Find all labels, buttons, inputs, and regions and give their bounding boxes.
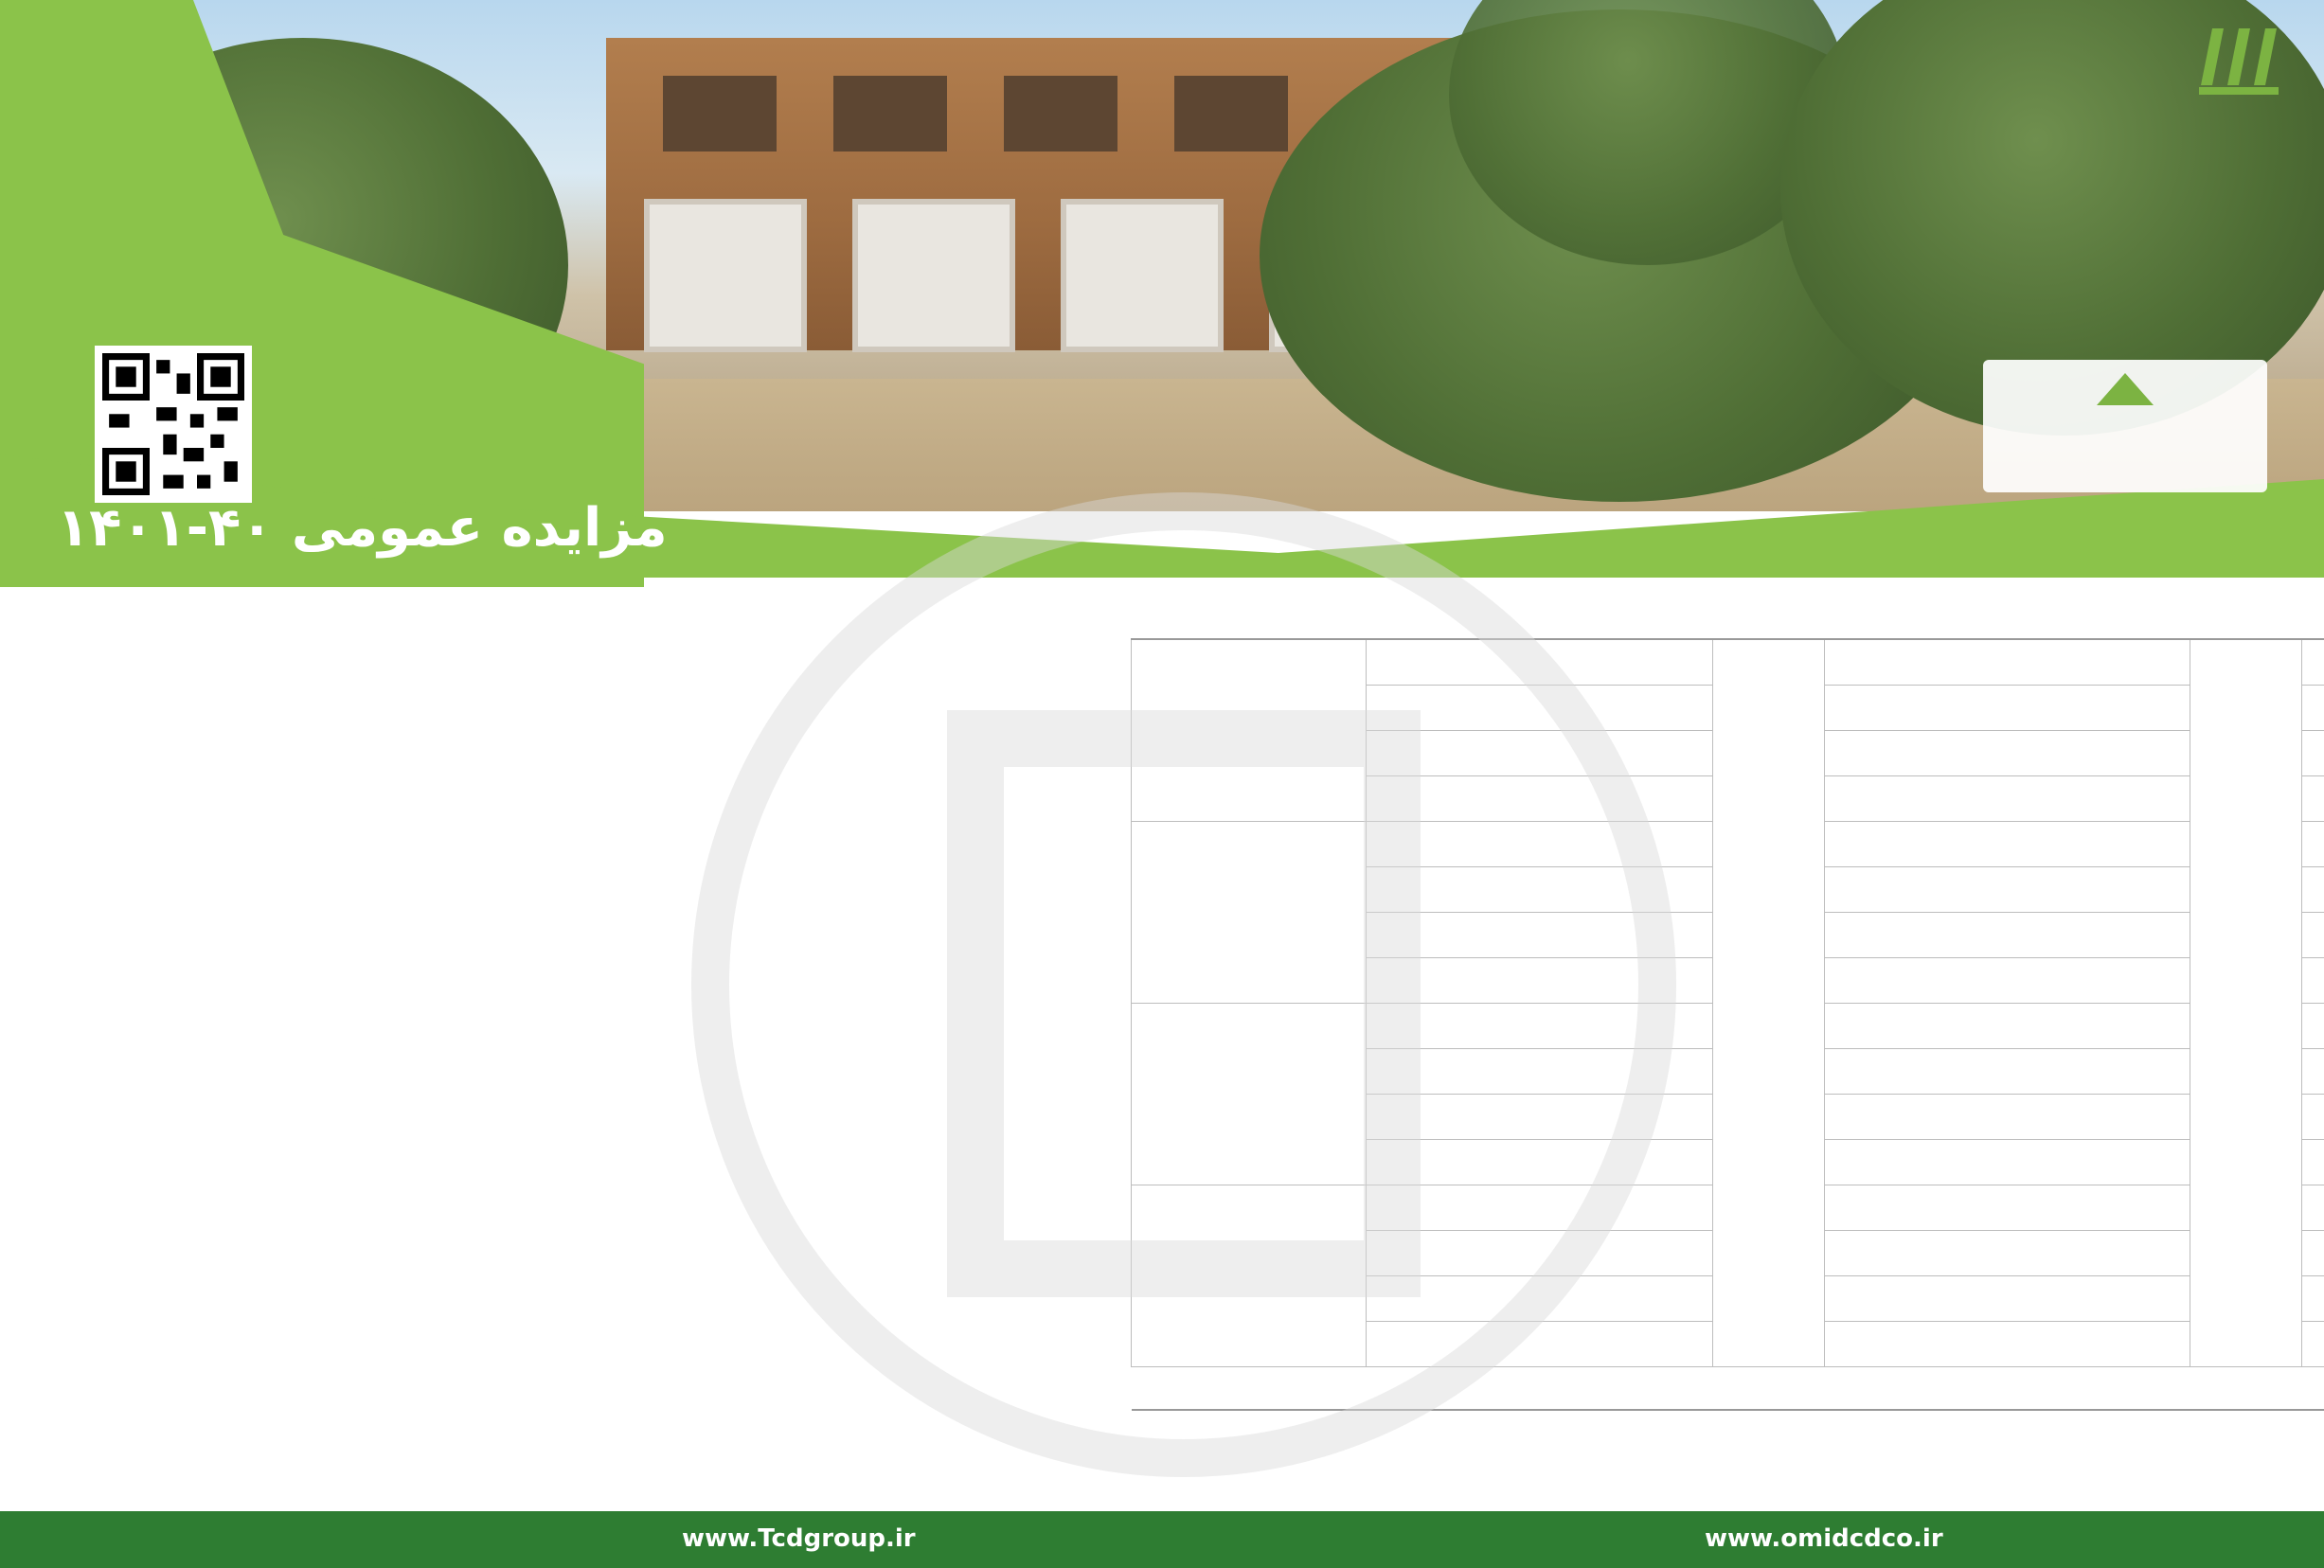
terms-column-middle bbox=[587, 597, 1146, 1468]
cell-use bbox=[2069, 1185, 2190, 1231]
table-body bbox=[1132, 639, 2324, 1410]
auction-table bbox=[1131, 597, 2324, 1411]
cell-area bbox=[1601, 1140, 1713, 1185]
cell-location bbox=[1825, 1231, 2069, 1276]
cell-price bbox=[1367, 913, 1601, 958]
cell-use bbox=[2069, 822, 2190, 867]
qr-code[interactable] bbox=[95, 346, 252, 503]
cell-location bbox=[1825, 1185, 2069, 1231]
cell-price bbox=[1367, 1231, 1601, 1276]
cell-index bbox=[2302, 1276, 2324, 1322]
project-address bbox=[1131, 1420, 2305, 1454]
header-area bbox=[1601, 597, 1713, 639]
cell-price bbox=[1367, 776, 1601, 822]
cell-area bbox=[1601, 867, 1713, 913]
shop-door bbox=[644, 199, 807, 352]
footnote bbox=[1131, 1454, 2305, 1488]
cell-area bbox=[1601, 1322, 1713, 1367]
cell-use bbox=[2069, 1004, 2190, 1049]
cell-area bbox=[1601, 1004, 1713, 1049]
cell-location bbox=[1825, 1049, 2069, 1095]
cell-index bbox=[2302, 913, 2324, 958]
cell-location bbox=[1825, 958, 2069, 1004]
cell-location bbox=[1825, 686, 2069, 731]
cell-price bbox=[1367, 958, 1601, 1004]
cell-notes bbox=[1132, 1004, 1367, 1185]
cell-location bbox=[1825, 1276, 2069, 1322]
cell-area bbox=[1601, 822, 1713, 867]
cell-use bbox=[2069, 639, 2190, 686]
cell-index bbox=[2302, 1095, 2324, 1140]
header-location bbox=[1825, 597, 2069, 639]
cell-price bbox=[1367, 822, 1601, 867]
cell-notes bbox=[1132, 822, 1367, 1004]
terms-text-middle bbox=[587, 597, 1146, 1468]
footer-link-tcdgroup[interactable]: www.Tcdgroup.ir bbox=[682, 1524, 916, 1553]
window bbox=[663, 76, 777, 151]
header-project bbox=[2190, 597, 2302, 639]
body bbox=[0, 597, 2324, 1506]
cell-area bbox=[1601, 913, 1713, 958]
cell-price bbox=[1367, 1276, 1601, 1322]
cell-location bbox=[1825, 1140, 2069, 1185]
cell-location bbox=[1825, 822, 2069, 867]
cell-use bbox=[2069, 1140, 2190, 1185]
cell-area bbox=[1601, 1095, 1713, 1140]
header-progress bbox=[1713, 597, 1825, 639]
cell-use bbox=[2069, 731, 2190, 776]
cell-area bbox=[1601, 1231, 1713, 1276]
qr-code-icon bbox=[102, 353, 244, 495]
cell-area bbox=[1601, 1276, 1713, 1322]
window bbox=[1174, 76, 1288, 151]
cell-area bbox=[1601, 958, 1713, 1004]
cell-index bbox=[2302, 1140, 2324, 1185]
cell-price bbox=[1367, 1322, 1601, 1367]
cell-area bbox=[1601, 1049, 1713, 1095]
footer-bar bbox=[0, 1511, 2324, 1568]
window bbox=[1004, 76, 1117, 151]
shop-door bbox=[852, 199, 1015, 352]
cell-price bbox=[1367, 639, 1601, 686]
cell-notes bbox=[1132, 1185, 1367, 1367]
cell-price bbox=[1367, 1004, 1601, 1049]
logo-triangle-icon bbox=[2097, 373, 2154, 405]
cell-location bbox=[1825, 731, 2069, 776]
cell-index bbox=[2302, 1322, 2324, 1367]
cell-index bbox=[2302, 1185, 2324, 1231]
cell-area bbox=[1601, 686, 1713, 731]
cell-use bbox=[2069, 1049, 2190, 1095]
total-spacer bbox=[1132, 1367, 1367, 1411]
cell-location bbox=[1825, 867, 2069, 913]
cell-location bbox=[1825, 1095, 2069, 1140]
cell-use bbox=[2069, 1095, 2190, 1140]
table-total-row bbox=[1132, 1367, 2324, 1411]
window bbox=[833, 76, 947, 151]
cell-index bbox=[2302, 958, 2324, 1004]
cell-price bbox=[1367, 1140, 1601, 1185]
terms-column-left bbox=[19, 597, 568, 1468]
cell-notes bbox=[1132, 639, 1367, 822]
footer-link-omidcdco[interactable]: www.omidcdco.ir bbox=[1705, 1524, 1943, 1553]
header-notes bbox=[1132, 597, 1367, 639]
total-area bbox=[1601, 1367, 1713, 1411]
cell-use bbox=[2069, 1322, 2190, 1367]
cell-location bbox=[1825, 1322, 2069, 1367]
cell-price bbox=[1367, 686, 1601, 731]
cell-use bbox=[2069, 776, 2190, 822]
cell-price bbox=[1367, 1049, 1601, 1095]
cell-index bbox=[2302, 731, 2324, 776]
cell-price bbox=[1367, 731, 1601, 776]
cell-location bbox=[1825, 639, 2069, 686]
cell-index bbox=[2302, 1049, 2324, 1095]
cell-price bbox=[1367, 1095, 1601, 1140]
cell-price bbox=[1367, 867, 1601, 913]
cell-index bbox=[2302, 639, 2324, 686]
shop-door bbox=[1061, 199, 1224, 352]
cell-area bbox=[1601, 731, 1713, 776]
cell-index bbox=[2302, 1004, 2324, 1049]
cell-index bbox=[2302, 867, 2324, 913]
cell-area bbox=[1601, 1185, 1713, 1231]
cell-location bbox=[1825, 776, 2069, 822]
total-label bbox=[1713, 1367, 2324, 1411]
cell-area bbox=[1601, 776, 1713, 822]
cell-price bbox=[1367, 1185, 1601, 1231]
cell-index bbox=[2302, 1231, 2324, 1276]
header-base-price bbox=[1367, 597, 1601, 639]
cell-use bbox=[2069, 867, 2190, 913]
cell-use bbox=[2069, 1276, 2190, 1322]
cell-index bbox=[2302, 776, 2324, 822]
cell-index bbox=[2302, 822, 2324, 867]
cell-index bbox=[2302, 686, 2324, 731]
cell-progress bbox=[1713, 639, 1825, 1367]
cell-area bbox=[1601, 639, 1713, 686]
company-logo bbox=[1983, 360, 2267, 492]
cell-use bbox=[2069, 913, 2190, 958]
cell-project bbox=[2190, 639, 2302, 1367]
cell-use bbox=[2069, 958, 2190, 1004]
page-title: مزایده عمومی ۴۰-۱۴۰۱ bbox=[57, 497, 668, 559]
cell-location bbox=[1825, 1004, 2069, 1049]
table-row bbox=[1132, 639, 2324, 686]
cell-use bbox=[2069, 686, 2190, 731]
cell-location bbox=[1825, 913, 2069, 958]
table-header-row bbox=[1132, 597, 2324, 639]
header-index bbox=[2302, 597, 2324, 639]
terms-text-left bbox=[19, 597, 568, 1468]
cell-use bbox=[2069, 1231, 2190, 1276]
header-use bbox=[2069, 597, 2190, 639]
total-price bbox=[1367, 1367, 1601, 1411]
brand-logo-icon bbox=[2191, 19, 2286, 98]
auction-table-section bbox=[1131, 597, 2305, 1468]
